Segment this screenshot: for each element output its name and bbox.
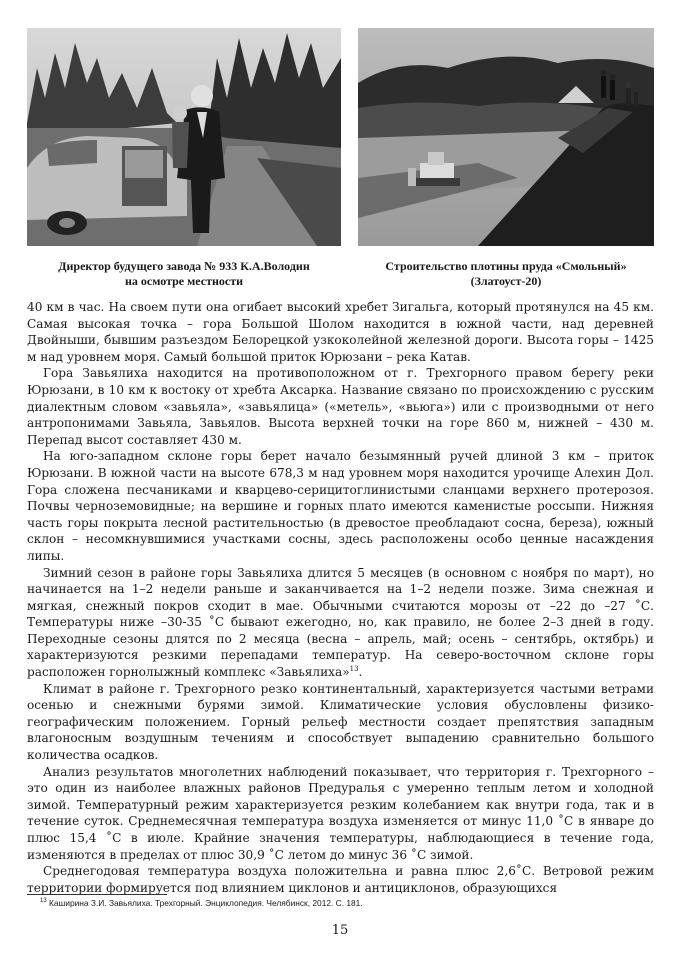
paragraph-text: Зимний сезон в районе горы Завьялиха длится 5 месяцев (в основном с ноября по март), но начинается на 1–2 недели раньше и заканчивается на 1–2 недели позже. Зима снежная и мягкая, снежный покров сходит в мае. Обычными считаются морозы от –22 до –27 ˚С. Температуры ниже –30-35 ˚С бывают ежегодно, но, как правило, не более 2–3 дней в году. Переходные сезоны длятся по 2 месяца (весна – апрель, май; осень – сентябрь, октябрь) и характеризуются резкими перепадами температур. На северо-восточном склоне горы расположен горнолыжный комплекс «Завьялиха» — [27, 565, 654, 680]
photo-volodin-inspection — [27, 28, 341, 246]
paragraph: Гора Завьялиха находится на противоположном от г. Трехгорного правом берегу реки Юрюзани, в 10 км к востоку от хребта Аксарка. Название связано по происхождению с русским диалектным словом «завьяла», «завьялица» («метель», «вьюга») или с производными от него антропонимами Завьяла, Завьялов. Высота верхней точки на горе 860 м, нижней – 430 м. Перепад высот составляет 430 м. — [27, 366, 654, 447]
photo-volodin-image — [27, 28, 341, 246]
main-body-text — [27, 299, 654, 896]
footnote-number: 13 — [40, 898, 47, 904]
paragraph-with-footnote — [27, 565, 654, 681]
photo-dam-image — [358, 28, 654, 246]
photo-caption-right — [356, 259, 656, 289]
footnote-text: Каширина З.И. Завьялиха. Трехгорный. Энциклопедия. Челябинск, 2012. С. 181. — [49, 897, 363, 908]
paragraph-end-punct: . — [358, 665, 363, 680]
paragraph: Среднегодовая температура воздуха положительна и равна плюс 2,6˚С. Ветровой режим территории формируется под влиянием циклонов и антициклонов, образующихся — [27, 864, 654, 895]
page-number: 15 — [331, 923, 349, 938]
paragraph: Анализ результатов многолетних наблюдений показывает, что территория г. Трехгорного – это один из наиболее влажных районов Предуралья с умеренно теплым летом и холодной зимой. Температурный режим характеризуется резким колебанием как внутри года, так и в течение суток. Среднемесячная температура воздуха изменяется от минус 11,0 ˚С в январе до плюс 15,4 ˚С в июле. Крайние значения температуры, наблюдающиеся в течение года, изменяются в пределах от плюс 30,9 ˚С летом до минус 36 ˚С зимой. — [27, 764, 654, 862]
footnote — [40, 896, 650, 909]
caption-left-line1: Директор будущего завода № 933 К.А.Володин — [58, 259, 310, 273]
paragraph: Климат в районе г. Трехгорного резко континентальный, характеризуется частыми ветрами осенью и снежными бурями зимой. Климатические условия обусловлены физико-географическим положением. Горный рельеф местности создает препятствия западным влагоносным воздушным течениям и способствует выпадению сравнительно большого количества осадков. — [27, 681, 654, 763]
caption-left-line2: на осмотре местности — [124, 274, 244, 288]
caption-right-line2: (Златоуст-20) — [470, 274, 542, 288]
paragraph: На юго-западном склоне горы берет начало безымянный ручей длиной 3 км – приток Юрюзани. В южной части на высоте 678,3 м над уровнем моря находится урочище Алехин Дол. Гора сложена песчаниками и кварцево-серицитоглинистыми сланцами верхнего протерозоя. Почвы черноземовидные; на вершине и горных плато имеются каменистые россыпи. Нижняя часть горы покрыта лесной растительностью (в древостое преобладают сосна, береза), южный склон – несомкнувшимися участками сосны, здесь расположены особо ценные насаждения липы. — [27, 449, 654, 563]
footnote-divider — [27, 894, 167, 895]
photo-dam-construction — [358, 28, 654, 246]
photo-caption-left — [27, 259, 341, 289]
footnote-reference[interactable]: 13 — [349, 665, 359, 674]
caption-right-line1: Строительство плотины пруда «Смольный» — [385, 259, 627, 273]
paragraph: 40 км в час. На своем пути она огибает высокий хребет Зигальга, который протянулся на 45 км. Самая высокая точка – гора Большой Шолом находится в южной части, над деревней Двойныши, бывшим разъездом Белорецкой узкоколейной железной дороги. Высота горы – 1425 м над уровнем моря. Самый большой приток Юрюзани – река Катав. — [27, 300, 654, 364]
